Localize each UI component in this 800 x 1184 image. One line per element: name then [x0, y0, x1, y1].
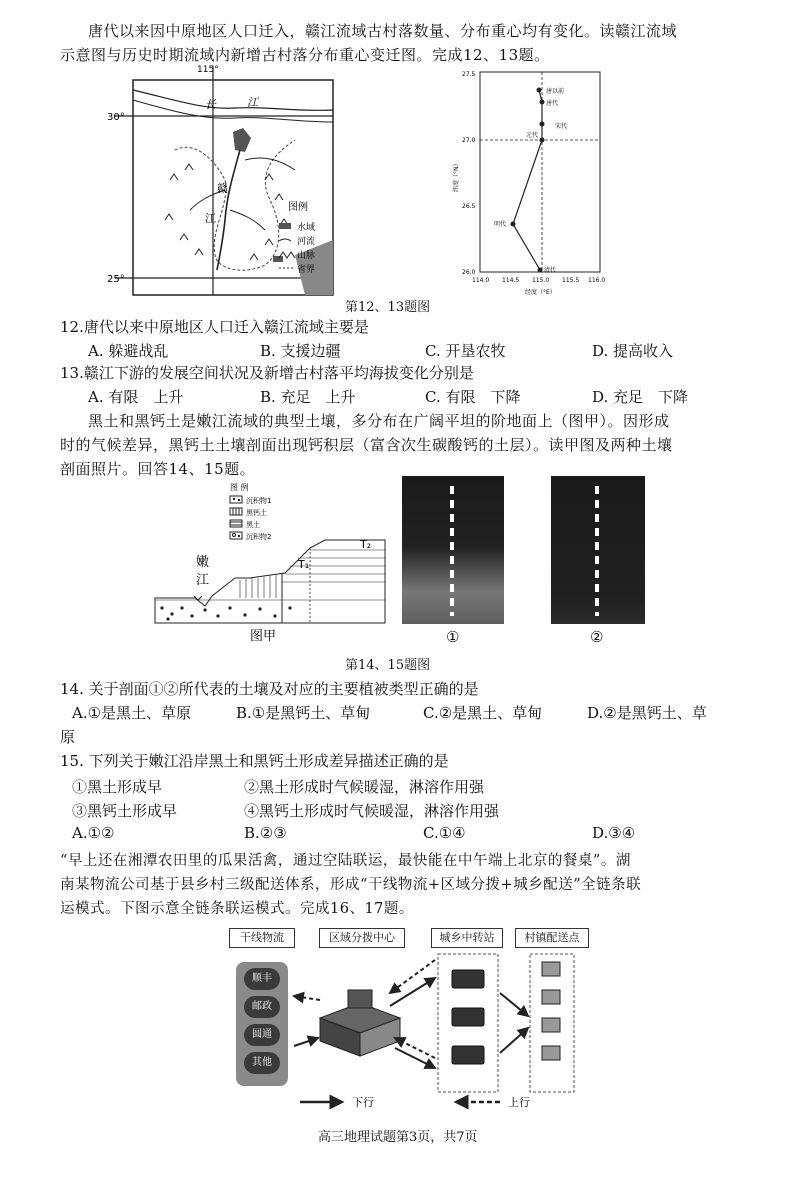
map-river-chang: 长 [205, 98, 216, 111]
soil-legend-black: 黑土 [246, 521, 260, 529]
soil-legend-title: 图 例 [230, 483, 249, 492]
soil-profile-label-2: ② [590, 628, 604, 646]
map-lat25-label: 25° [107, 274, 125, 285]
q15-item-3: ③黑钙土形成早 [72, 802, 178, 820]
intro-line-1: 唐代以来因中原地区人口迁入，赣江流域古村落数量、分布重心均有变化。读赣江流域 [88, 22, 678, 40]
map-legend-mountain: 山脉 [297, 251, 316, 261]
q13-option-a: A. 有限 上升 [88, 388, 184, 406]
point-tang [540, 100, 545, 105]
soil-figure-label-jia: 图甲 [250, 629, 277, 644]
q14-option-b: B.①是黑钙土、草甸 [236, 704, 371, 722]
soil-profile-photo-2 [551, 476, 645, 624]
intro2-line-1: 黑土和黑钙土是嫩江流域的典型土壤，多分布在广阔平坦的阶地面上（图甲）。因形成 [88, 412, 670, 430]
label-pre-tang: 唐以前 [546, 88, 565, 95]
q15-item-1: ①黑土形成早 [72, 778, 163, 796]
point-qing [538, 268, 543, 273]
q15-option-a: A.①② [72, 824, 115, 842]
x-tick-1150: 115.0 [532, 277, 550, 284]
legend-down-label: 下行 [352, 1096, 374, 1109]
soil-terrace-figure [150, 478, 390, 648]
intro3-line-1: “早上还在湘潭农田里的瓜果活禽，通过空陆联运，最快能在中午端上北京的餐桌”。湖 [60, 853, 631, 869]
soil-river-jiang: 江 [196, 573, 210, 588]
q14-stem: 14. 关于剖面①②所代表的土壤及对应的主要植被类型正确的是 [60, 680, 479, 698]
map-legend-title: 图例 [288, 202, 308, 213]
header-trunk-logistics: 干线物流 [229, 928, 295, 948]
soil-terrace-t2: T₂ [360, 538, 372, 551]
label-yuan: 元代 [526, 132, 539, 139]
gan-river-map [105, 60, 345, 300]
logistics-flow-diagram [290, 948, 610, 1096]
y-tick-270: 27.0 [462, 137, 476, 144]
q14-option-d-wrap: 原 [60, 728, 76, 746]
intro3-line-2: 南某物流公司基于县乡村三级配送体系，形成“干线物流+区域分拨+城乡配送”全链条联 [60, 877, 642, 893]
y-tick-275: 27.5 [462, 71, 476, 78]
x-tick-1160: 116.0 [588, 277, 606, 284]
q14-option-a: A.①是黑土、草原 [72, 704, 192, 722]
q12-option-b: B. 支援边疆 [260, 342, 341, 360]
q12-stem: 12.唐代以来中原地区人口迁入赣江流域主要是 [60, 318, 369, 336]
soil-caption: 第14、15题图 [345, 658, 431, 673]
point-ming [511, 222, 516, 227]
y-axis-label: 纬度（°N） [453, 160, 460, 192]
intro2-line-2: 时的气候差异，黑钙土土壤剖面出现钙积层（富含次生碳酸钙的土层）。读甲图及两种土壤 [60, 436, 673, 454]
map-legend-river: 河流 [297, 237, 316, 247]
x-tick-1155: 115.5 [562, 277, 580, 284]
map-legend-border: 省界 [297, 265, 316, 275]
q15-item-4: ④黑钙土形成时气候暖湿，淋溶作用强 [244, 802, 500, 820]
point-pre-tang [537, 88, 542, 93]
map-river-jiang: 江 [247, 96, 258, 109]
map-lat30-label: 30° [107, 112, 125, 123]
soil-terrace-t1: T₁ [298, 558, 310, 571]
q13-stem: 13.赣江下游的发展空间状况及新增古村落平均海拔变化分别是 [60, 364, 474, 382]
q15-stem: 15. 下列关于嫩江沿岸黑土和黑钙土形成差异描述正确的是 [60, 752, 449, 770]
map-legend-water: 水域 [297, 223, 316, 233]
label-song: 宋代 [555, 123, 568, 130]
x-tick-1145: 114.5 [502, 277, 520, 284]
carrier-other: 其他 [244, 1052, 280, 1074]
logistics-legend [296, 1092, 536, 1112]
q13-option-b: B. 充足 上升 [260, 388, 356, 406]
point-yuan [540, 138, 545, 143]
intro2-line-3: 剖面照片。回答14、15题。 [60, 460, 256, 478]
q13-option-c: C. 有限 下降 [425, 388, 521, 406]
carrier-yto: 圆通 [244, 1024, 280, 1046]
page-footer: 高三地理试题第3页，共7页 [318, 1130, 478, 1145]
header-regional-center: 区域分拨中心 [319, 928, 405, 948]
q14-option-c: C.②是黑土、草甸 [423, 704, 543, 722]
q13-option-d: D. 充足 下降 [592, 388, 689, 406]
q12-option-a: A. 躲避战乱 [88, 342, 169, 360]
q15-option-d: D.③④ [592, 824, 636, 842]
x-axis-label: 经度（°E） [525, 289, 556, 296]
q15-option-b: B.②③ [244, 824, 287, 842]
carrier-sf: 顺丰 [244, 968, 280, 990]
intro-line-2: 示意图与历史时期流域内新增古村落分布重心变迁图。完成12、13题。 [60, 46, 550, 64]
soil-profile-photo-1 [402, 476, 504, 624]
q15-option-c: C.①④ [423, 824, 466, 842]
soil-legend-sed1: 沉积物1 [246, 497, 272, 505]
center-shift-chart [440, 62, 610, 302]
regional-center-building [320, 990, 400, 1056]
soil-river-nen: 嫩 [196, 555, 210, 570]
label-tang: 唐代 [546, 100, 559, 107]
map-gan-label-1: 赣 [217, 182, 228, 195]
map-caption: 第12、13题图 [345, 300, 431, 315]
header-transfer-station: 城乡中转站 [431, 928, 503, 948]
transfer-station-boxes [452, 970, 484, 1064]
point-song [540, 122, 545, 127]
y-tick-260: 26.0 [462, 269, 476, 276]
map-lon-label: 115° [197, 65, 219, 75]
map-gan-label-2: 江 [205, 212, 216, 225]
label-ming: 明代 [494, 221, 507, 228]
soil-legend-sed2: 沉积物2 [246, 533, 272, 541]
soil-legend-chernozem: 黑钙土 [246, 509, 267, 517]
label-qing: 清代 [544, 267, 557, 274]
header-village-point: 村镇配送点 [515, 928, 589, 948]
soil-profile-label-1: ① [446, 628, 460, 646]
q12-option-c: C. 开垦农牧 [425, 342, 506, 360]
carrier-post: 邮政 [244, 996, 280, 1018]
q12-option-d: D. 提高收入 [592, 342, 674, 360]
y-tick-265: 26.5 [462, 203, 476, 210]
intro3-line-3: 运模式。下图示意全链条联运模式。完成16、17题。 [60, 901, 414, 917]
legend-up-label: 上行 [508, 1096, 530, 1109]
x-tick-1140: 114.0 [472, 277, 490, 284]
q15-item-2: ②黑土形成时气候暖湿，淋溶作用强 [244, 778, 485, 796]
q14-option-d: D.②是黑钙土、草 [587, 704, 707, 722]
